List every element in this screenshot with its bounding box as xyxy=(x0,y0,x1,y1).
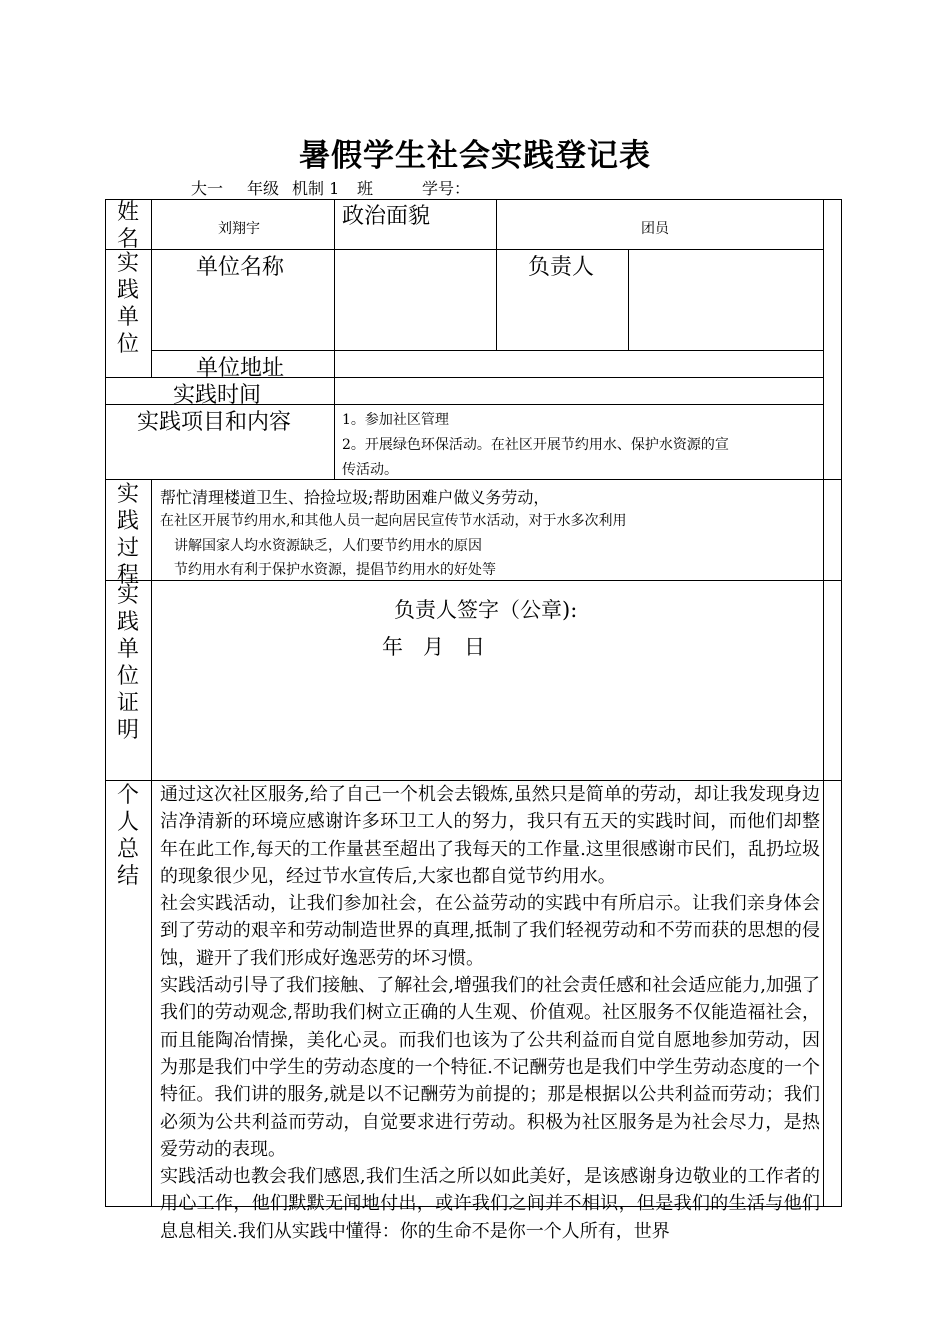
personal-summary-label: 个人总结 xyxy=(116,783,139,889)
practice-unit-label: 实践单位 xyxy=(116,251,139,357)
grade-value: 大一 xyxy=(191,179,224,198)
class-value: 机制 1 xyxy=(292,179,340,198)
practice-process-label: 实践过程 xyxy=(116,482,139,588)
process-line-2: 在社区开展节约用水,和其他人员一起向居民宣传节水活动，对于水多次利用 xyxy=(160,513,627,529)
political-status-value: 团员 xyxy=(641,221,669,237)
unit-name-label: 单位名称 xyxy=(196,255,285,280)
person-in-charge-label: 负责人 xyxy=(528,255,595,280)
practice-time-label: 实践时间 xyxy=(173,383,262,408)
personal-summary-text xyxy=(160,781,820,1245)
name-value: 刘翔宇 xyxy=(218,221,260,237)
grade-label: 年级 xyxy=(247,179,280,198)
process-line-1: 帮忙清理楼道卫生、拾捡垃圾;帮助困难户做义务劳动， xyxy=(160,488,550,507)
class-label: 班 xyxy=(357,179,374,198)
political-status-label: 政治面貌 xyxy=(342,204,431,229)
process-line-4: 节约用水有利于保护水资源，提倡节约用水的好处等 xyxy=(174,562,496,578)
signature-label: 负责人签字（公章): xyxy=(394,598,578,622)
practice-item-1: 1。参加社区管理 xyxy=(342,412,449,428)
student-id-label: 学号： xyxy=(422,179,471,198)
page-title: 暑假学生社会实践登记表 xyxy=(299,138,651,174)
unit-address-label: 单位地址 xyxy=(196,356,285,381)
summary-paragraph: 社会实践活动，让我们参加社会，在公益劳动的实践中有所启示。让我们亲身体会到了劳动的艰辛和劳动制造世界的真理,抵制了我们轻视劳动和不劳而获的思想的侵蚀，避开了我们形成好逸恶劳的坏习惯。 xyxy=(160,893,820,969)
date-label: 年 月 日 xyxy=(382,635,486,659)
summary-paragraph: 实践活动也教会我们感恩,我们生活之所以如此美好，是该感谢身边敬业的工作者的用心工作，他们默默无闻地付出，或许我们之间并不相识，但是我们的生活与他们息息相关.我们从实践中懂得：你的生命不是你一个人所有，世界 xyxy=(160,1166,820,1242)
unit-certificate-label: 实践单位证明 xyxy=(116,583,139,743)
practice-item-2-cont: 传活动。 xyxy=(342,462,398,478)
practice-item-2: 2。开展绿色环保活动。在社区开展节约用水、保护水资源的宣 xyxy=(342,437,729,453)
summary-paragraph: 实践活动引导了我们接触、了解社会,增强我们的社会责任感和社会适应能力,加强了我们的劳动观念,帮助我们树立正确的人生观、价值观。社区服务不仅能造福社会，而且能陶冶情操，美化心灵。而我们也该为了公共利益而自觉自愿地参加劳动，因为那是我们中学生的劳动态度的一个特征.不记酬劳也是我们中学生劳动态度的一个特征。我们讲的服务,就是以不记酬劳为前提的；那是根据以公共利益而劳动；我们必须为公共利益而劳动，自觉要求进行劳动。积极为社区服务是为社会尽力，是热爱劳动的表现。 xyxy=(160,975,820,1160)
process-line-3: 讲解国家人均水资源缺乏，人们要节约用水的原因 xyxy=(174,538,482,554)
name-label: 姓名 xyxy=(116,200,139,252)
summary-paragraph: 通过这次社区服务,给了自己一个机会去锻炼,虽然只是简单的劳动，却让我发现身边洁净清新的环境应感谢许多环卫工人的努力，我只有五天的实践时间，而他们却整年在此工作,每天的工作量甚至超出了我每天的工作量.这里很感谢市民们，乱扔垃圾的现象很少见，经过节水宣传后,大家也都自觉节约用水。 xyxy=(160,784,820,887)
practice-items-label: 实践项目和内容 xyxy=(137,410,292,435)
